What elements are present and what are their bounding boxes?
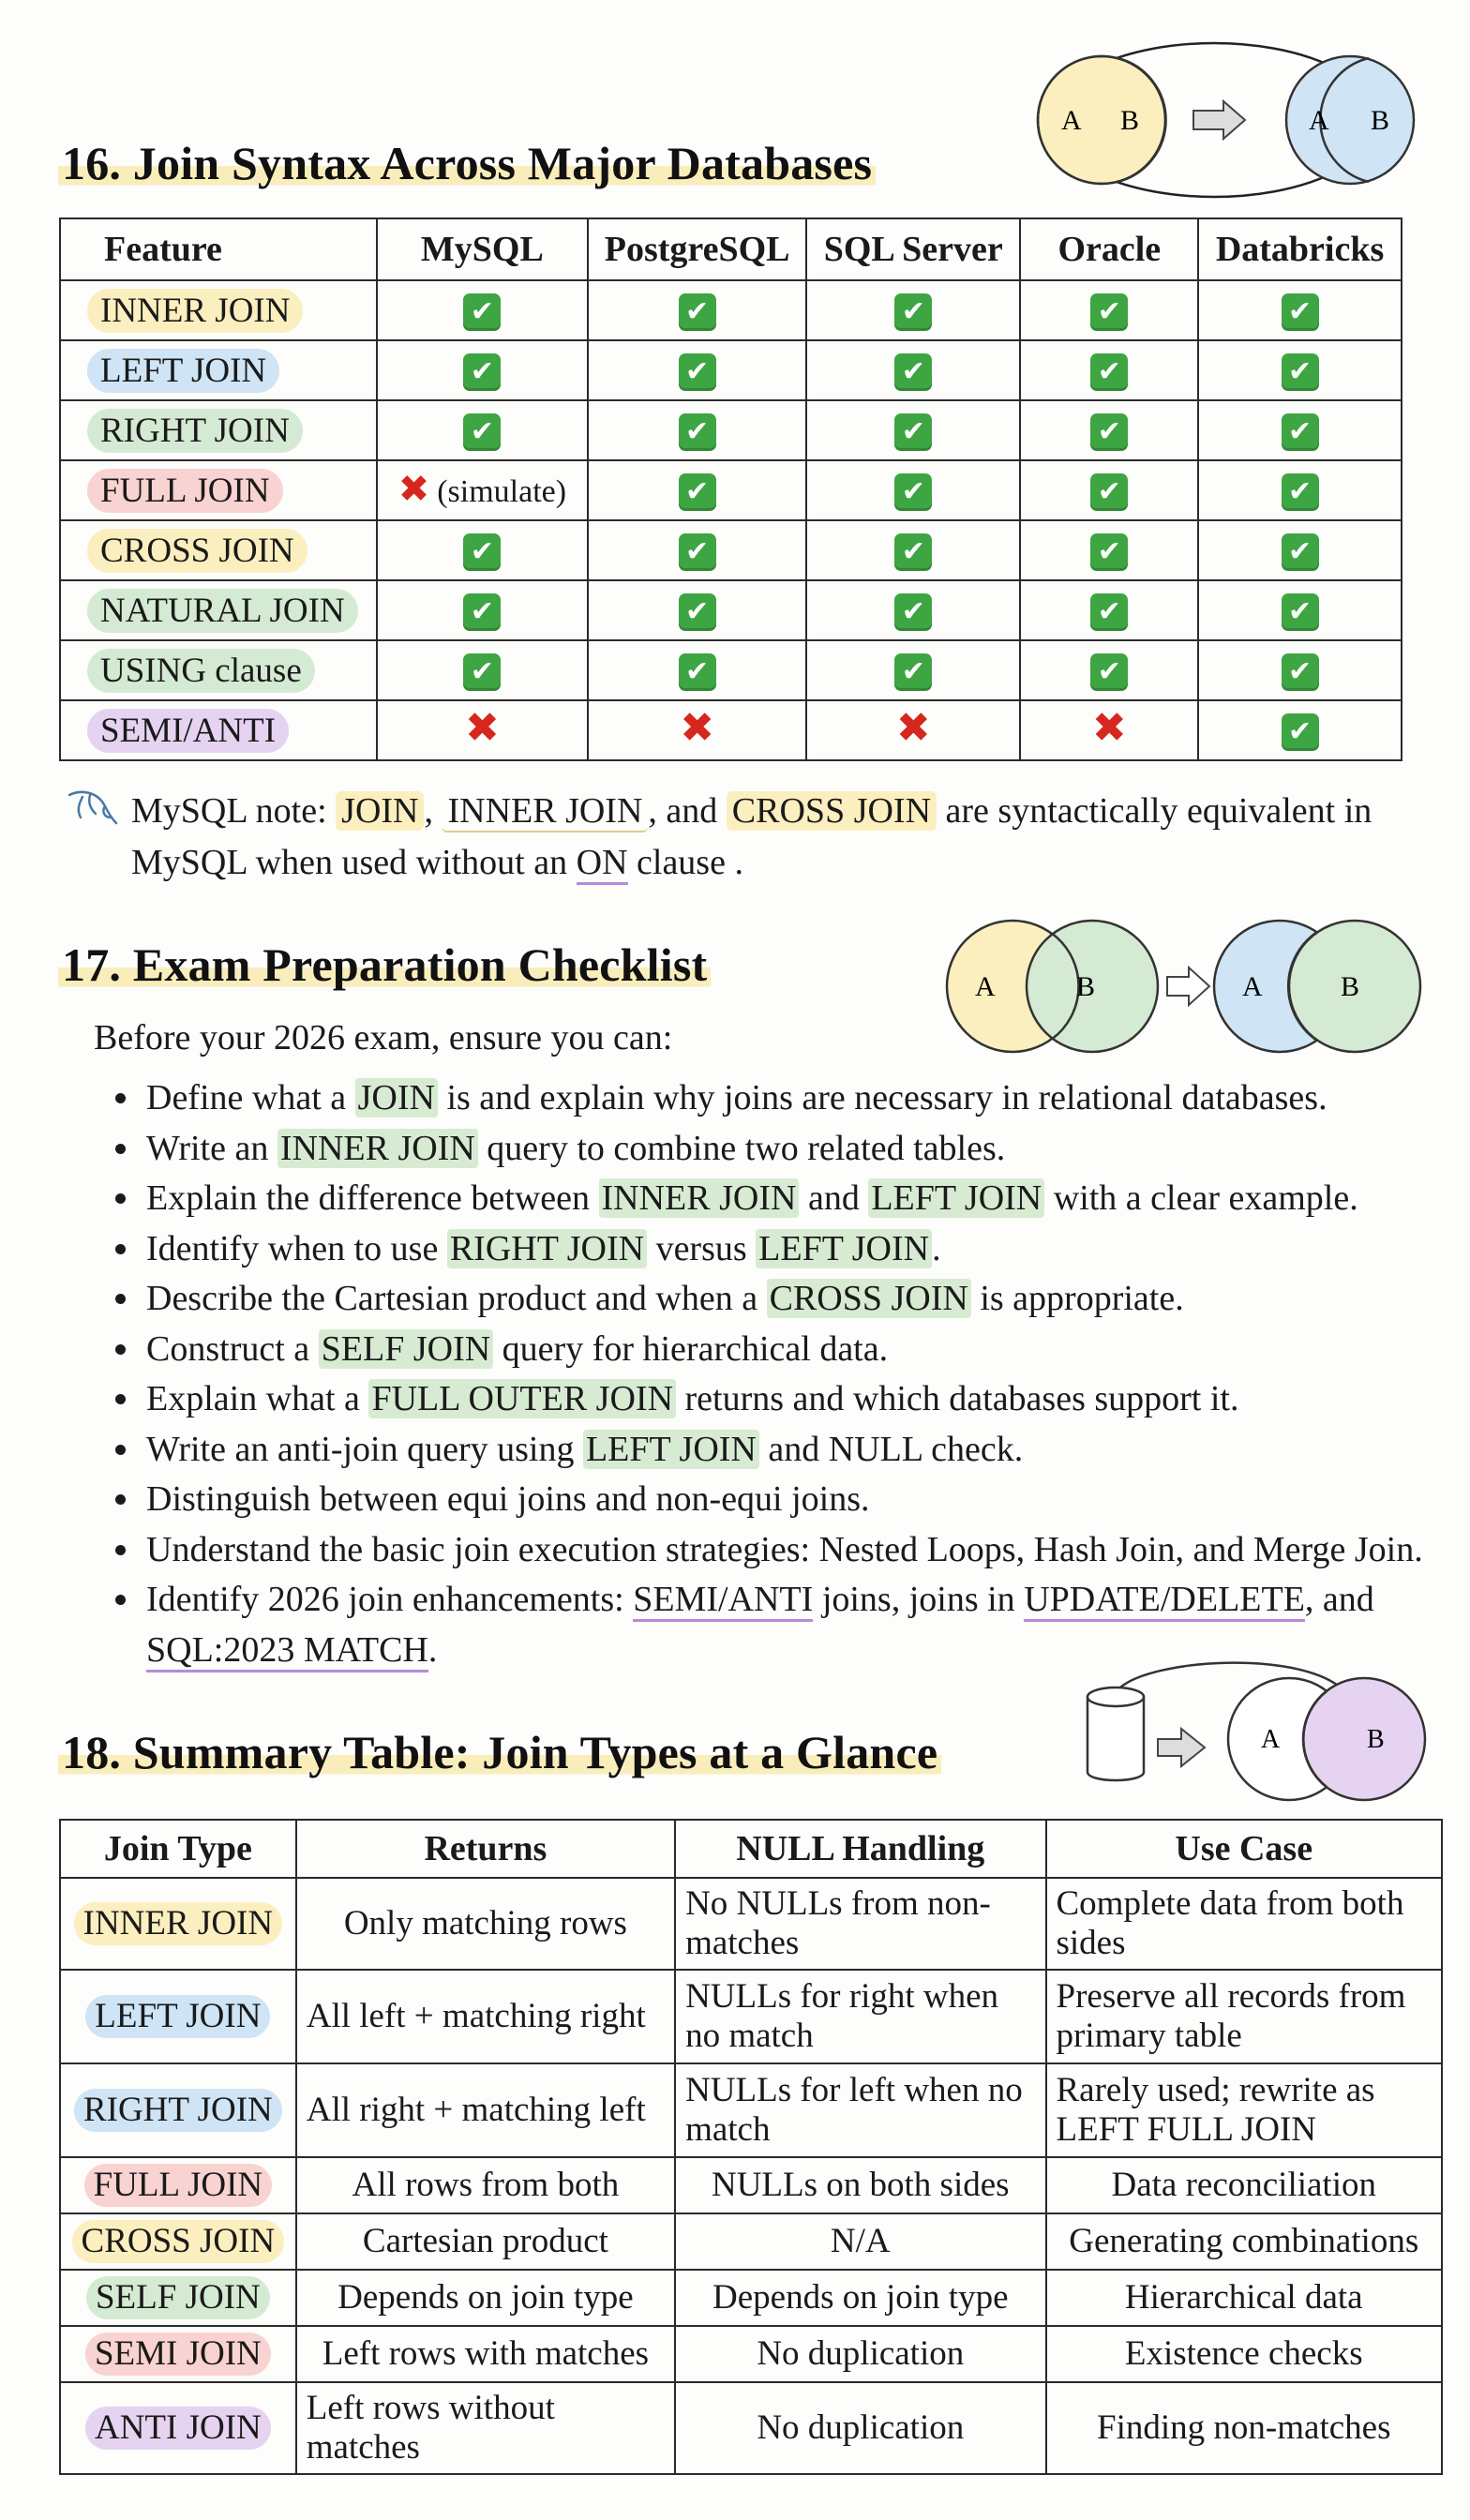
checkmark-icon: ✔ [679, 473, 716, 511]
join-type-label: RIGHT JOIN [74, 2089, 282, 2132]
support-cell-mysql [377, 640, 589, 700]
support-cell-mysql [377, 520, 589, 580]
use-case-cell: Generating combinations [1046, 2213, 1443, 2270]
venn-label-b-2: B [1341, 971, 1360, 1002]
checkmark-icon: ✔ [894, 473, 932, 511]
use-case-cell: Complete data from both sides [1046, 1878, 1443, 1970]
cross-icon: ✖ [680, 704, 715, 752]
feature-cell [60, 340, 377, 400]
checklist-item [142, 1374, 1470, 1425]
checkmark-icon: ✔ [1282, 353, 1319, 391]
table-header-row [60, 218, 1402, 280]
checkmark-icon: ✔ [894, 593, 932, 631]
returns-cell: Left rows with matches [296, 2326, 675, 2382]
table-row [60, 2157, 1442, 2213]
join-type-cell [60, 2326, 296, 2382]
checklist-text: is appropriate. [970, 1279, 1184, 1318]
support-cell-mysql [377, 280, 589, 340]
checklist-text: returns and which databases support it. [676, 1379, 1239, 1418]
table-row [60, 520, 1402, 580]
table-row [60, 2270, 1442, 2326]
support-cell-oracle [1020, 640, 1198, 700]
checklist-text: with a clear example. [1044, 1178, 1358, 1218]
checklist-text: and NULL check. [758, 1429, 1024, 1469]
join-type-cell [60, 2382, 296, 2474]
checkmark-icon: ✔ [1090, 593, 1128, 631]
checklist-keyword: SQL:2023 MATCH [146, 1630, 428, 1672]
join-type-label: LEFT JOIN [85, 1995, 270, 2038]
note-text: , [424, 791, 442, 831]
col-header-use-case: Use Case [1046, 1820, 1443, 1878]
checkmark-icon: ✔ [463, 413, 501, 451]
note-keyword-inner-join: INNER JOIN [442, 791, 648, 832]
col-header-join-type: Join Type [60, 1820, 296, 1878]
checklist-text: query for hierarchical data. [493, 1328, 889, 1369]
support-cell-mysql [377, 400, 589, 460]
checklist-text: Construct a [146, 1328, 319, 1369]
venn-label-a: A [975, 971, 996, 1002]
note-text: are syntactically equivalent in MySQL when used without an [131, 791, 1372, 882]
support-cell-oracle [1020, 580, 1198, 640]
cross-icon: ✖ [895, 704, 931, 752]
checklist-item [142, 1224, 1470, 1275]
checkmark-icon: ✔ [894, 413, 932, 451]
cross-icon: ✖ [464, 704, 500, 752]
null-handling-cell: Depends on join type [675, 2270, 1045, 2326]
col-header-returns: Returns [296, 1820, 675, 1878]
checklist-keyword: LEFT JOIN [583, 1430, 759, 1469]
checkmark-icon: ✔ [463, 353, 501, 391]
table-row [60, 1970, 1442, 2063]
col-header-feature: Feature [60, 218, 377, 280]
section-18-title: 18. Summary Table: Join Types at a Glance [58, 1725, 941, 1779]
join-type-label: SELF JOIN [86, 2276, 270, 2319]
support-cell-sqlserver [806, 460, 1020, 520]
feature-cell [60, 580, 377, 640]
feature-cell [60, 280, 377, 340]
checkmark-icon: ✔ [1282, 473, 1319, 511]
checklist-keyword: SELF JOIN [319, 1329, 494, 1369]
venn-diagram-icon [1003, 28, 1434, 225]
use-case-cell: Existence checks [1046, 2326, 1443, 2382]
feature-cell [60, 400, 377, 460]
venn-label-a-2: A [1242, 971, 1263, 1002]
null-handling-cell: No NULLs from non-matches [675, 1878, 1045, 1970]
support-cell-oracle [1020, 280, 1198, 340]
support-cell-databricks [1198, 640, 1402, 700]
feature-label: SEMI/ANTI [87, 709, 289, 753]
support-cell-sqlserver [806, 580, 1020, 640]
checkmark-icon: ✔ [894, 533, 932, 571]
checklist-item [142, 1525, 1470, 1576]
checkmark-icon: ✔ [679, 293, 716, 331]
support-cell-oracle [1020, 400, 1198, 460]
null-handling-cell: No duplication [675, 2382, 1045, 2474]
support-cell-oracle [1020, 460, 1198, 520]
checkmark-icon: ✔ [1090, 473, 1128, 511]
table-row [60, 340, 1402, 400]
checklist-keyword: INNER JOIN [599, 1178, 800, 1218]
note-text: MySQL note: [131, 791, 337, 831]
checkmark-icon: ✔ [463, 593, 501, 631]
checklist-text: is and explain why joins are necessary in relational databases. [437, 1078, 1328, 1118]
checklist-text: , and [1304, 1580, 1374, 1619]
checklist-keyword: JOIN [355, 1078, 438, 1118]
support-cell-sqlserver [806, 340, 1020, 400]
feature-label: CROSS JOIN [87, 529, 308, 573]
feature-cell [60, 520, 377, 580]
checklist-text: Identify when to use [146, 1228, 447, 1268]
join-type-cell [60, 1878, 296, 1970]
checklist-item [142, 1073, 1470, 1124]
join-type-label: FULL JOIN [84, 2164, 273, 2207]
cross-icon: ✖ [398, 467, 430, 511]
checklist-text: Explain the difference between [146, 1178, 599, 1218]
support-cell-databricks [1198, 460, 1402, 520]
checkmark-icon: ✔ [463, 533, 501, 571]
checklist-text: . [428, 1629, 438, 1670]
note-text: , and [648, 791, 727, 831]
checklist-item [142, 1274, 1470, 1325]
note-text: clause . [627, 843, 743, 882]
checklist-text: Explain what a [146, 1379, 369, 1418]
col-header-oracle: Oracle [1020, 218, 1198, 280]
checklist-text: Identify 2026 join enhancements: [146, 1580, 634, 1619]
checklist-item [142, 1425, 1470, 1476]
checklist-item [142, 1325, 1470, 1375]
join-type-label: ANTI JOIN [85, 2407, 271, 2450]
col-header-postgresql: PostgreSQL [588, 218, 806, 280]
checklist-intro: Before your 2026 exam, ensure you can: [94, 1018, 673, 1058]
null-handling-cell: NULLs on both sides [675, 2157, 1045, 2213]
mysql-note [131, 786, 1425, 889]
section-17-title: 17. Exam Preparation Checklist [58, 938, 711, 992]
arrow-right-icon [1167, 968, 1209, 1005]
join-syntax-table [59, 218, 1402, 761]
checkmark-icon: ✔ [894, 653, 932, 691]
checklist-text: query to combine two related tables. [477, 1128, 1006, 1168]
null-handling-cell: N/A [675, 2213, 1045, 2270]
support-cell-databricks [1198, 280, 1402, 340]
venn-label-b-2: B [1371, 105, 1390, 136]
support-cell-databricks [1198, 520, 1402, 580]
support-cell-mysql [377, 460, 589, 520]
returns-cell: Cartesian product [296, 2213, 675, 2270]
support-cell-sqlserver [806, 640, 1020, 700]
support-cell-oracle [1020, 520, 1198, 580]
returns-cell: All right + matching left [296, 2063, 675, 2157]
col-header-sqlserver: SQL Server [806, 218, 1020, 280]
join-type-label: CROSS JOIN [72, 2220, 285, 2263]
checklist-text: versus [647, 1228, 757, 1268]
feature-label: RIGHT JOIN [87, 409, 303, 453]
feature-label: LEFT JOIN [87, 349, 279, 393]
null-handling-cell: No duplication [675, 2326, 1045, 2382]
table-row [60, 2382, 1442, 2474]
feature-cell [60, 700, 377, 760]
feature-label: NATURAL JOIN [87, 589, 358, 633]
null-handling-cell: NULLs for right when no match [675, 1970, 1045, 2063]
venn-diagram-icon-2 [938, 911, 1425, 1061]
checklist-keyword: SEMI/ANTI [633, 1580, 813, 1622]
use-case-cell: Rarely used; rewrite as LEFT FULL JOIN [1046, 2063, 1443, 2157]
checklist-keyword: LEFT JOIN [756, 1229, 932, 1268]
use-case-cell: Hierarchical data [1046, 2270, 1443, 2326]
join-type-cell [60, 2157, 296, 2213]
join-type-label: SEMI JOIN [85, 2332, 271, 2376]
checkmark-icon: ✔ [1282, 293, 1319, 331]
exam-checklist [94, 1073, 1470, 1675]
use-case-cell: Preserve all records from primary table [1046, 1970, 1443, 2063]
feature-label: INNER JOIN [87, 289, 303, 333]
support-cell-postgresql [588, 580, 806, 640]
checklist-text: Describe the Cartesian product and when a [146, 1279, 767, 1318]
support-cell-postgresql [588, 400, 806, 460]
support-cell-sqlserver [806, 280, 1020, 340]
table-row [60, 2326, 1442, 2382]
checklist-item [142, 1475, 1470, 1525]
table-row [60, 2213, 1442, 2270]
support-cell-postgresql [588, 340, 806, 400]
returns-cell: Only matching rows [296, 1878, 675, 1970]
support-cell-oracle [1020, 340, 1198, 400]
checkmark-icon: ✔ [679, 653, 716, 691]
support-cell-databricks [1198, 700, 1402, 760]
support-cell-sqlserver [806, 400, 1020, 460]
simulate-label: (simulate) [437, 473, 567, 509]
dolphin-icon [64, 786, 120, 832]
support-cell-oracle [1020, 700, 1198, 760]
note-keyword-join: JOIN [336, 791, 424, 831]
note-keyword-cross-join: CROSS JOIN [727, 791, 937, 831]
checkmark-icon: ✔ [1282, 593, 1319, 631]
join-type-label: INNER JOIN [74, 1902, 282, 1945]
checkmark-icon: ✔ [679, 533, 716, 571]
checkmark-icon: ✔ [1090, 353, 1128, 391]
checklist-keyword: INNER JOIN [278, 1129, 478, 1168]
join-type-cell [60, 1970, 296, 2063]
checklist-keyword: RIGHT JOIN [447, 1229, 647, 1268]
table-row [60, 280, 1402, 340]
checklist-text: Distinguish between equi joins and non-equi joins. [146, 1479, 870, 1519]
join-type-cell [60, 2270, 296, 2326]
support-cell-sqlserver [806, 700, 1020, 760]
support-cell-databricks [1198, 340, 1402, 400]
checkmark-icon: ✔ [1282, 653, 1319, 691]
checkmark-icon: ✔ [1090, 413, 1128, 451]
feature-label: USING clause [87, 649, 315, 693]
venn-label-a: A [1261, 1725, 1281, 1754]
support-cell-postgresql [588, 640, 806, 700]
table-row [60, 640, 1402, 700]
table-row [60, 2063, 1442, 2157]
checklist-text: Write an anti-join query using [146, 1429, 583, 1469]
checkmark-icon: ✔ [679, 413, 716, 451]
checklist-keyword: UPDATE/DELETE [1024, 1580, 1305, 1622]
checkmark-icon: ✔ [1282, 413, 1319, 451]
checkmark-icon: ✔ [1090, 293, 1128, 331]
checklist-text: Define what a [146, 1078, 355, 1118]
database-to-venn-icon [1069, 1650, 1444, 1805]
table-row [60, 1878, 1442, 1970]
venn-label-a-2: A [1309, 105, 1329, 136]
table-row [60, 580, 1402, 640]
checkmark-icon: ✔ [1090, 533, 1128, 571]
returns-cell: All left + matching right [296, 1970, 675, 2063]
feature-cell [60, 460, 377, 520]
support-cell-databricks [1198, 580, 1402, 640]
support-cell-sqlserver [806, 520, 1020, 580]
venn-label-a: A [1061, 105, 1082, 136]
table-header-row [60, 1820, 1442, 1878]
arrow-right-icon [1193, 101, 1245, 139]
checklist-keyword: CROSS JOIN [767, 1279, 971, 1318]
feature-label: FULL JOIN [87, 469, 283, 513]
support-cell-postgresql [588, 520, 806, 580]
checklist-text: Write an [146, 1128, 278, 1168]
col-header-databricks: Databricks [1198, 218, 1402, 280]
cross-icon: ✖ [1091, 704, 1127, 752]
checkmark-icon: ✔ [679, 353, 716, 391]
checklist-text: joins, joins in [813, 1580, 1025, 1619]
checkmark-icon: ✔ [463, 293, 501, 331]
venn-label-b: B [1120, 105, 1140, 136]
support-cell-mysql [377, 580, 589, 640]
checklist-text: and [799, 1178, 869, 1218]
checklist-item [142, 1124, 1470, 1175]
returns-cell: Depends on join type [296, 2270, 675, 2326]
returns-cell: All rows from both [296, 2157, 675, 2213]
checkmark-icon: ✔ [894, 293, 932, 331]
returns-cell: Left rows without matches [296, 2382, 675, 2474]
checklist-text: . [932, 1228, 941, 1268]
checklist-keyword: LEFT JOIN [868, 1178, 1044, 1218]
support-cell-postgresql [588, 700, 806, 760]
col-header-mysql: MySQL [377, 218, 589, 280]
checkmark-icon: ✔ [1090, 653, 1128, 691]
checkmark-icon: ✔ [1282, 533, 1319, 571]
checklist-keyword: FULL OUTER JOIN [368, 1379, 676, 1418]
checkmark-icon: ✔ [679, 593, 716, 631]
join-type-cell [60, 2063, 296, 2157]
checklist-item [142, 1174, 1470, 1224]
use-case-cell: Finding non-matches [1046, 2382, 1443, 2474]
venn-label-b: B [1367, 1725, 1385, 1754]
feature-cell [60, 640, 377, 700]
table-row [60, 700, 1402, 760]
support-cell-mysql [377, 700, 589, 760]
null-handling-cell: NULLs for left when no match [675, 2063, 1045, 2157]
checkmark-icon: ✔ [894, 353, 932, 391]
section-16-title: 16. Join Syntax Across Major Databases [58, 136, 876, 190]
col-header-null-handling: NULL Handling [675, 1820, 1045, 1878]
support-cell-postgresql [588, 460, 806, 520]
checkmark-icon: ✔ [463, 653, 501, 691]
support-cell-databricks [1198, 400, 1402, 460]
table-row [60, 460, 1402, 520]
checklist-text: Understand the basic join execution strategies: Nested Loops, Hash Join, and Merge Join. [146, 1529, 1423, 1569]
use-case-cell: Data reconciliation [1046, 2157, 1443, 2213]
support-cell-mysql [377, 340, 589, 400]
join-summary-table [59, 1819, 1443, 2475]
join-type-cell [60, 2213, 296, 2270]
note-keyword-on: ON [577, 843, 628, 885]
support-cell-postgresql [588, 280, 806, 340]
checkmark-icon: ✔ [1282, 713, 1319, 751]
table-row [60, 400, 1402, 460]
venn-label-b: B [1076, 971, 1096, 1002]
arrow-right-icon [1158, 1729, 1205, 1766]
